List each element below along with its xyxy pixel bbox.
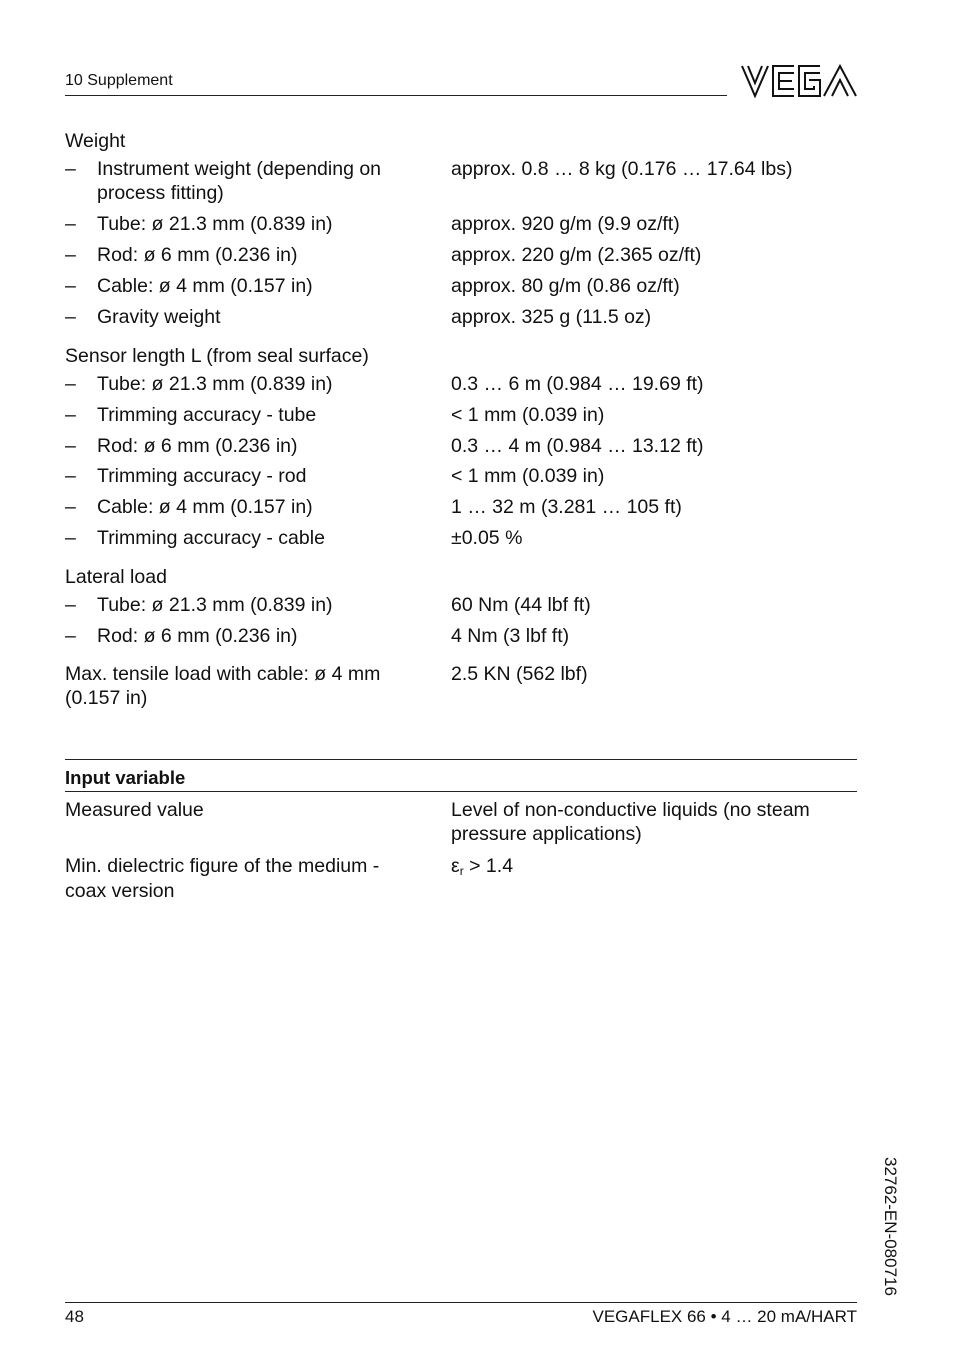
weight-instrument-value: approx. 0.8 … 8 kg (0.176 … 17.64 lbs)	[451, 158, 793, 180]
page-number: 48	[65, 1307, 84, 1326]
weight-cable-label: Cable: ø 4 mm (0.157 in)	[97, 275, 313, 297]
dash-bullet: –	[65, 158, 76, 180]
lateral-rod-value: 4 Nm (3 lbf ft)	[451, 625, 570, 647]
dielectric-label: Min. dielectric figure of the medium -	[65, 855, 380, 877]
weight-instrument-label: Instrument weight (depending on	[97, 158, 382, 180]
trim-cable-label: Trimming accuracy - cable	[97, 527, 325, 549]
vega-logo	[740, 64, 858, 98]
dash-bullet: –	[65, 244, 76, 266]
tensile-label-cont: (0.157 in)	[65, 687, 148, 709]
weight-rod-label: Rod: ø 6 mm (0.236 in)	[97, 244, 298, 266]
sensor-cable-label: Cable: ø 4 mm (0.157 in)	[97, 496, 313, 518]
dash-bullet: –	[65, 625, 76, 647]
product-name: VEGAFLEX 66 • 4 … 20 mA/HART	[592, 1307, 857, 1326]
sensor-rod-label: Rod: ø 6 mm (0.236 in)	[97, 435, 298, 457]
measured-value-label: Measured value	[65, 799, 204, 821]
weight-cable-value: approx. 80 g/m (0.86 oz/ft)	[451, 275, 680, 297]
weight-tube-label: Tube: ø 21.3 mm (0.839 in)	[97, 213, 333, 235]
lateral-tube-value: 60 Nm (44 lbf ft)	[451, 594, 591, 616]
sensor-rod-value: 0.3 … 4 m (0.984 … 13.12 ft)	[451, 435, 704, 457]
weight-rod-value: approx. 220 g/m (2.365 oz/ft)	[451, 244, 702, 266]
document-code: 32762-EN-080716	[881, 1157, 900, 1296]
lateral-rod-label: Rod: ø 6 mm (0.236 in)	[97, 625, 298, 647]
dash-bullet: –	[65, 306, 76, 328]
footer-rule	[65, 1302, 857, 1303]
dielectric-value	[451, 854, 513, 878]
section-rule-bottom	[65, 791, 857, 792]
weight-instrument-label-cont: process fitting)	[97, 182, 224, 204]
lateral-load-heading: Lateral load	[65, 566, 167, 588]
weight-gravity-value: approx. 325 g (11.5 oz)	[451, 306, 652, 328]
section-title: 10 Supplement	[65, 72, 173, 89]
header-rule	[65, 95, 727, 96]
trim-rod-value: < 1 mm (0.039 in)	[451, 465, 605, 487]
dash-bullet: –	[65, 275, 76, 297]
weight-heading: Weight	[65, 130, 126, 152]
dash-bullet: –	[65, 594, 76, 616]
epsilon-symbol: ε	[451, 855, 460, 877]
sensor-cable-value: 1 … 32 m (3.281 … 105 ft)	[451, 496, 682, 518]
sensor-tube-label: Tube: ø 21.3 mm (0.839 in)	[97, 373, 333, 395]
dash-bullet: –	[65, 404, 76, 426]
sensor-length-heading: Sensor length L (from seal surface)	[65, 345, 369, 367]
dielectric-label-cont: coax version	[65, 880, 175, 902]
trim-tube-label: Trimming accuracy - tube	[97, 404, 317, 426]
measured-value-text: Level of non-conductive liquids (no steam	[451, 799, 810, 821]
dash-bullet: –	[65, 496, 76, 518]
measured-value-text-cont: pressure applications)	[451, 823, 642, 845]
trim-cable-value: ±0.05 %	[451, 527, 523, 549]
sensor-tube-value: 0.3 … 6 m (0.984 … 19.69 ft)	[451, 373, 704, 395]
section-rule-top	[65, 759, 857, 760]
dash-bullet: –	[65, 373, 76, 395]
dash-bullet: –	[65, 213, 76, 235]
dielectric-number: > 1.4	[463, 855, 514, 877]
trim-tube-value: < 1 mm (0.039 in)	[451, 404, 605, 426]
tensile-label: Max. tensile load with cable: ø 4 mm	[65, 663, 381, 685]
trim-rod-label: Trimming accuracy - rod	[97, 465, 307, 487]
weight-gravity-label: Gravity weight	[97, 306, 221, 328]
weight-tube-value: approx. 920 g/m (9.9 oz/ft)	[451, 213, 680, 235]
input-variable-heading: Input variable	[65, 767, 186, 788]
epsilon-subscript: r	[459, 864, 464, 878]
lateral-tube-label: Tube: ø 21.3 mm (0.839 in)	[97, 594, 333, 616]
dash-bullet: –	[65, 527, 76, 549]
dash-bullet: –	[65, 435, 76, 457]
dash-bullet: –	[65, 465, 76, 487]
tensile-value: 2.5 KN (562 lbf)	[451, 663, 588, 685]
